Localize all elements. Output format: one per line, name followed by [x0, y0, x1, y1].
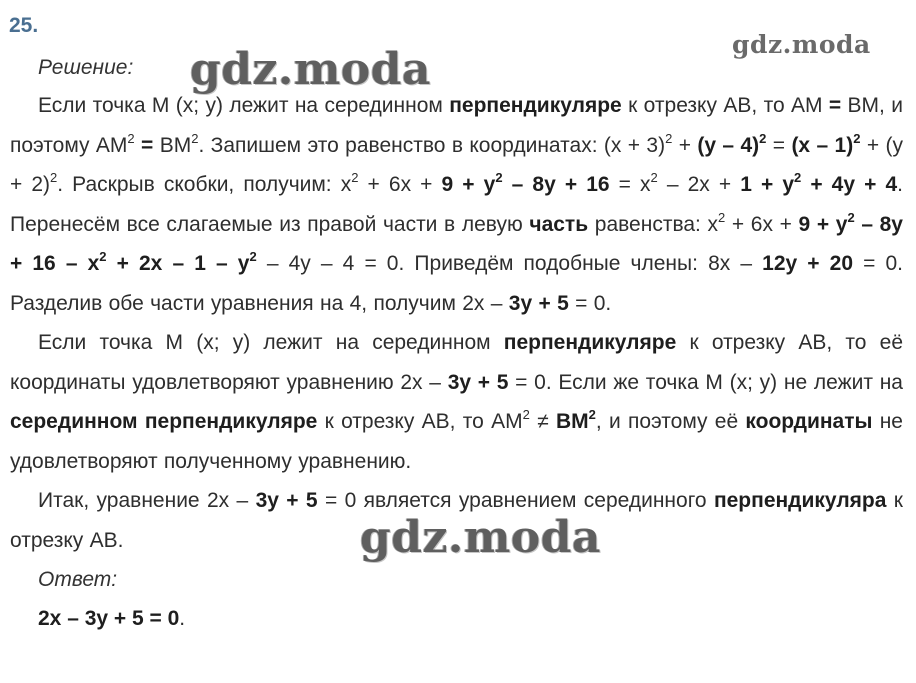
answer-value: 2x – 3y + 5 = 0 — [38, 607, 180, 630]
answer-label: Ответ: — [38, 568, 118, 591]
solution-paragraph-2: Если точка M (x; y) лежит на серединном перпендикуляре к отрезку AB, то её координаты удовлетворяют уравнению 2x – 3y + 5 = 0. Если же точка M (x; y) не лежит на серединном перпендикуляре к отрезку AB, то $AM^2 \ne BM^2$, и поэтому её координаты не удовлетворяют полученному уравнению. — [10, 331, 903, 473]
watermark-logo: gdz.moda — [360, 512, 602, 563]
watermark-logo: gdz.moda — [190, 44, 432, 95]
solution-paragraph-3: Итак, уравнение 2x – 3y + 5 = 0 является уравнением серединного перпендикуляра к отрезку AB. — [10, 489, 903, 552]
solution-label: Решение: — [38, 56, 134, 79]
answer-period: . — [179, 607, 186, 630]
watermark-logo-small: gdz.moda — [732, 30, 871, 59]
problem-number: 25. — [9, 14, 39, 37]
answer-line — [38, 607, 185, 631]
solution-paragraph-1: Если точка M (x; y) лежит на серединном перпендикуляре к отрезку AB, то AM = BM, и поэтому $AM^2 = BM^2$. Запишем это равенство в координатах: $(x + 3)^2 + (y - 4)^2 = (x - 1)^2 + (y + 2)^2$. Раскрыв скобки, получим: $x^2 + 6x + 9 + y^2 - 8y + 16 = x^2 - 2x + 1 + y^2 + 4y + 4$. Перенесём все слагаемые из правой части в левую часть равенства: $x^2 + 6x + 9 + y^2 - 8y + 16 - x^2 + 2x - 1 - y^2 - 4y - 4 = 0$. Приведём подобные члены: 8x – 12y + 20 = 0. Разделив обе части уравнения на 4, получим 2x – 3y + 5 = 0. — [10, 94, 904, 315]
